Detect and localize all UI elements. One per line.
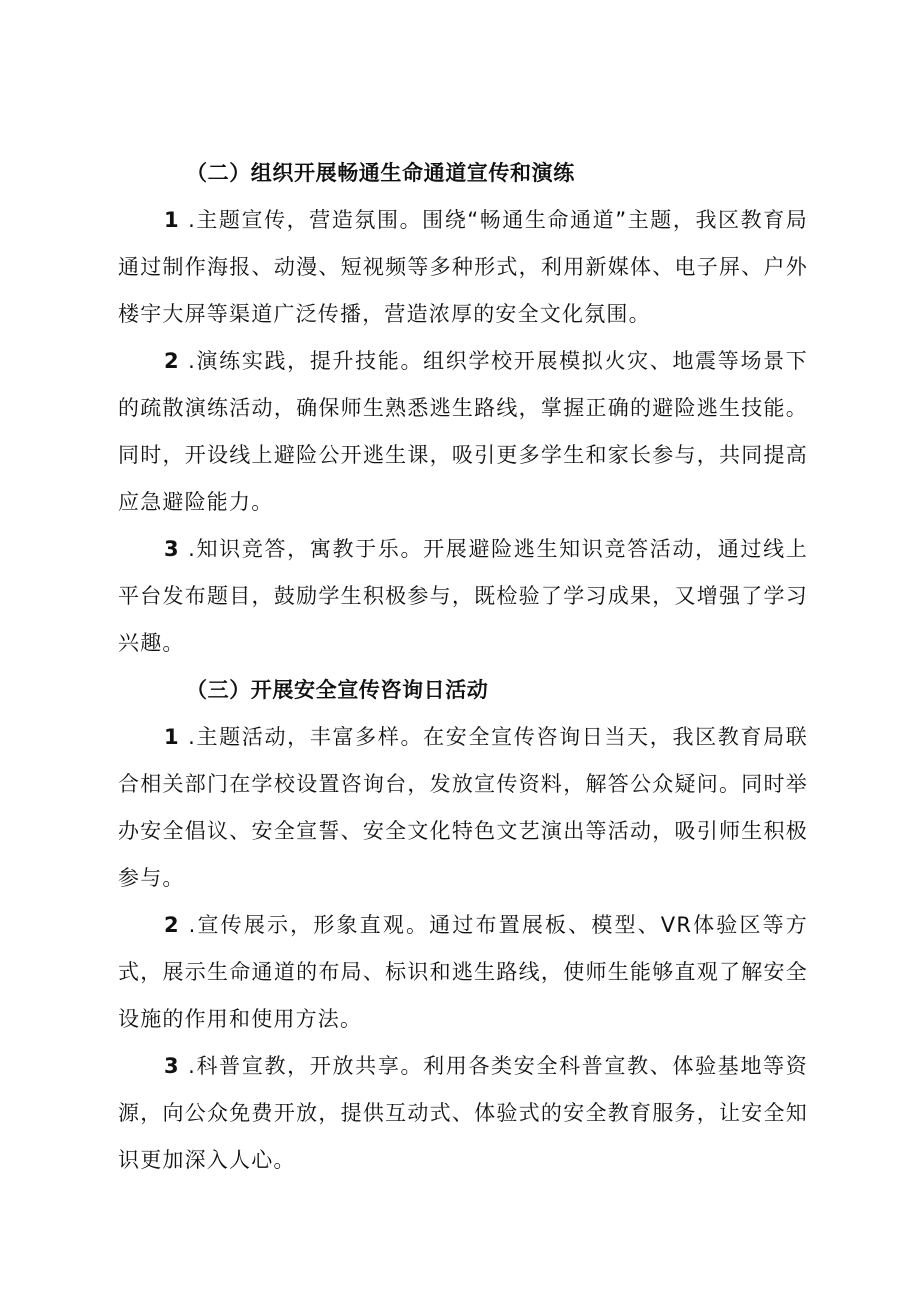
section-3-item-1: [118, 714, 808, 902]
item-number: 3: [164, 1054, 180, 1078]
item-number: 1: [164, 725, 180, 749]
item-number: 2: [164, 913, 180, 937]
item-text: .宣传展示，形象直观。通过布置展板、模型、VR体验区等方式，展示生命通道的布局、标识和逃生路线，使师生能够直观了解安全设施的作用和使用方法。: [118, 913, 808, 1031]
item-number: 3: [164, 537, 180, 561]
section-3-item-3: [118, 1043, 808, 1184]
section-2-item-2: [118, 338, 808, 526]
item-number: 2: [164, 349, 180, 373]
item-text: .科普宣教，开放共享。利用各类安全科普宣教、体验基地等资源，向公众免费开放，提供互动式、体验式的安全教育服务，让安全知识更加深入人心。: [118, 1054, 808, 1172]
section-2-item-3: [118, 526, 808, 667]
item-text: .主题活动，丰富多样。在安全宣传咨询日当天，我区教育局联合相关部门在学校设置咨询台，发放宣传资料，解答公众疑问。同时举办安全倡议、安全宣誓、安全文化特色文艺演出等活动，吸引师生积极参与。: [118, 725, 808, 890]
document-body: [118, 150, 808, 1184]
item-text: .知识竞答，寓教于乐。开展避险逃生知识竞答活动，通过线上平台发布题目，鼓励学生积极参与，既检验了学习成果，又增强了学习兴趣。: [118, 537, 808, 655]
section-2-heading: （二）组织开展畅通生命通道宣传和演练: [186, 161, 575, 185]
item-number: 1: [164, 208, 180, 232]
section-3-heading: （三）开展安全宣传咨询日活动: [186, 678, 489, 702]
item-text: .主题宣传，营造氛围。围绕“畅通生命通道”主题，我区教育局通过制作海报、动漫、短视频等多种形式，利用新媒体、电子屏、户外楼宇大屏等渠道广泛传播，营造浓厚的安全文化氛围。: [118, 208, 808, 326]
item-text: .演练实践，提升技能。组织学校开展模拟火灾、地震等场景下的疏散演练活动，确保师生熟悉逃生路线，掌握正确的避险逃生技能。同时，开设线上避险公开逃生课，吸引更多学生和家长参与，共同提高应急避险能力。: [118, 349, 808, 514]
section-3-item-2: [118, 902, 808, 1043]
section-2-item-1: [118, 197, 808, 338]
